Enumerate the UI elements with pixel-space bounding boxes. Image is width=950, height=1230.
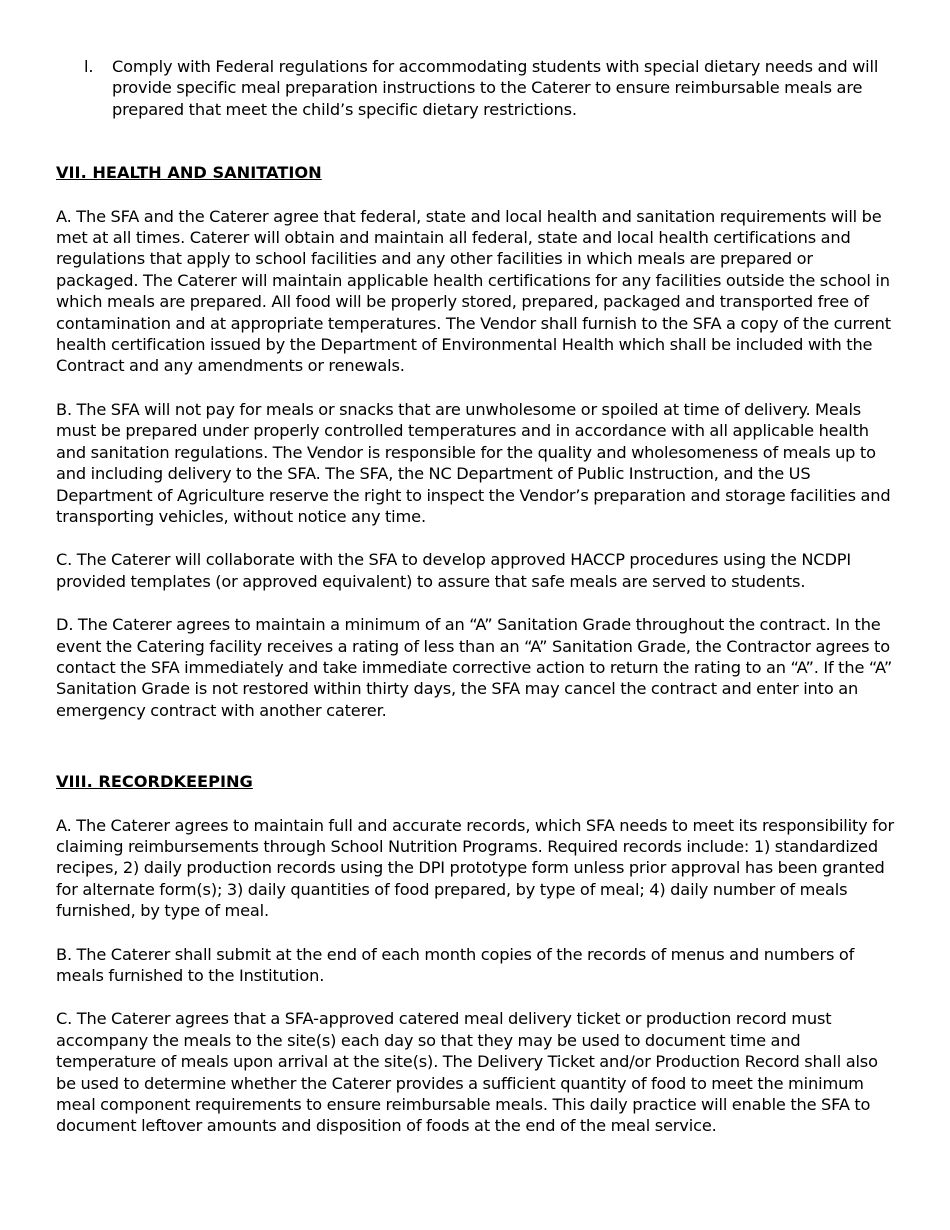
section-heading-health-sanitation: VII. HEALTH AND SANITATION — [56, 163, 322, 183]
paragraph-records-b: B. The Caterer shall submit at the end of each month copies of the records of menus and numbers of meals furnished to the Institution. — [56, 944, 855, 985]
spacer — [56, 120, 896, 162]
spacer — [56, 377, 896, 399]
spacer — [56, 793, 896, 815]
spacer — [56, 922, 896, 944]
spacer — [56, 592, 896, 614]
paragraph-health-c: C. The Caterer will collaborate with the SFA to develop approved HACCP procedures using the NCDPI provided templates (or approved equivalent) to assure that safe meals are served to students. — [56, 550, 852, 591]
paragraph-health-a: A. The SFA and the Caterer agree that federal, state and local health and sanitation requirements will be met at all times. Caterer will obtain and maintain all federal, state and local health certifications and regulations that apply to school facilities and any other facilities in which meals are prepared or packaged. The Caterer will maintain applicable health certifications for any facilities outside the school in which meals are prepared. All food will be properly stored, prepared, packaged and transported free of contamination and at appropriate temperatures. The Vendor shall furnish to the SFA a copy of the current health certification issued by the Department of Environmental Health which shall be included with the Contract and any amendments or renewals. — [56, 206, 891, 376]
document-page — [56, 56, 896, 1137]
paragraph-records-a: A. The Caterer agrees to maintain full and accurate records, which SFA needs to meet its responsibility for claiming reimbursements through School Nutrition Programs. Required records include: 1) standardized recipes, 2) daily production records using the DPI prototype form unless prior approval has been granted for alternate form(s); 3) daily quantities of food prepared, by type of meal; 4) daily number of meals furnished, by type of meal. — [56, 815, 895, 921]
paragraph-health-d: D. The Caterer agrees to maintain a minimum of an “A” Sanitation Grade throughout the contract. In the event the Catering facility receives a rating of less than an “A” Sanitation Grade, the Contractor agrees to contact the SFA immediately and take immediate corrective action to return the rating to an “A”. If the “A” Sanitation Grade is not restored within thirty days, the SFA may cancel the contract and enter into an emergency contract with another caterer. — [56, 615, 893, 720]
list-item-l — [84, 56, 896, 120]
paragraph-records-c: C. The Caterer agrees that a SFA-approved catered meal delivery ticket or production record must accompany the meals to the site(s) each day so that they may be used to document time and temperature of meals upon arrival at the site(s). The Delivery Ticket and/or Production Record shall also be used to determine whether the Caterer provides a sufficient quantity of food to meet the minimum meal component requirements to ensure reimbursable meals. This daily practice will enable the SFA to document leftover amounts and disposition of foods at the end of the meal service. — [56, 1009, 878, 1136]
spacer — [56, 721, 896, 771]
section-heading-recordkeeping: VIII. RECORDKEEPING — [56, 772, 253, 792]
paragraph-health-b: B. The SFA will not pay for meals or snacks that are unwholesome or spoiled at time of delivery. Meals must be prepared under properly controlled temperatures and in accordance with all applicable health and sanitation regulations. The Vendor is responsible for the quality and wholesomeness of meals up to and including delivery to the SFA. The SFA, the NC Department of Public Instruction, and the US Department of Agriculture reserve the right to inspect the Vendor’s preparation and storage facilities and transporting vehicles, without notice any time. — [56, 399, 891, 526]
list-item-text: Comply with Federal regulations for accommodating students with special dietary needs and will provide specific meal preparation instructions to the Caterer to ensure reimbursable meals are prepared that meet the child’s specific dietary restrictions. — [112, 57, 879, 119]
spacer — [56, 986, 896, 1008]
spacer — [56, 184, 896, 206]
spacer — [56, 527, 896, 549]
list-item-marker: l. — [84, 57, 94, 76]
